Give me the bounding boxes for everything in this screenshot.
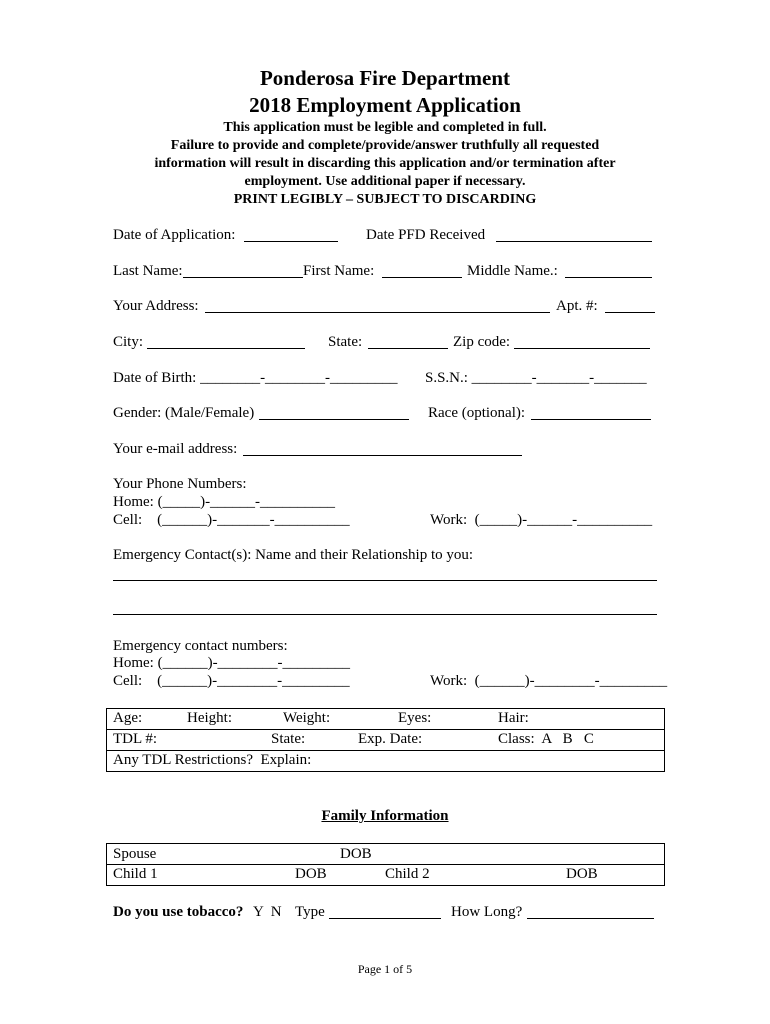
apt-field[interactable] xyxy=(605,312,655,313)
ssn-field[interactable]: S.S.N.: ________-_______-_______ xyxy=(425,370,647,386)
email-field[interactable] xyxy=(243,455,522,456)
gender-label: Gender: (Male/Female) xyxy=(113,405,255,421)
tdl-number-cell[interactable]: TDL #: xyxy=(113,731,158,747)
state-field[interactable] xyxy=(368,348,448,349)
gender-field[interactable] xyxy=(259,419,409,420)
form-subtitle: 2018 Employment Application xyxy=(249,93,521,117)
instruction-line: information will result in discarding this application and/or termination after xyxy=(154,156,616,171)
state-label: State: xyxy=(328,334,363,350)
race-label: Race (optional): xyxy=(428,405,526,421)
tdl-state-cell[interactable]: State: xyxy=(271,731,306,747)
table-row-divider xyxy=(106,729,665,730)
instruction-warning: PRINT LEGIBLY – SUBJECT TO DISCARDING xyxy=(233,192,537,207)
tdl-exp-date-cell[interactable]: Exp. Date: xyxy=(358,731,423,747)
instruction-line: Failure to provide and complete/provide/answer truthfully all requested xyxy=(170,138,600,153)
emergency-home-field[interactable]: Home: (______)-________-_________ xyxy=(113,655,351,671)
emergency-work-field[interactable]: Work: (______)-________-_________ xyxy=(430,673,668,689)
emergency-numbers-heading: Emergency contact numbers: xyxy=(113,638,288,654)
phone-heading: Your Phone Numbers: xyxy=(113,476,247,492)
height-cell[interactable]: Height: xyxy=(187,710,232,726)
middle-name-field[interactable] xyxy=(565,277,652,278)
tdl-class-cell[interactable]: Class: A B C xyxy=(498,731,594,747)
instruction-line: This application must be legible and completed in full. xyxy=(223,120,547,135)
tobacco-how-long-label: How Long? xyxy=(451,904,523,920)
date-of-application-label: Date of Application: xyxy=(113,227,236,243)
eyes-cell[interactable]: Eyes: xyxy=(398,710,432,726)
emergency-cell-field[interactable]: Cell: (______)-________-_________ xyxy=(113,673,350,689)
address-label: Your Address: xyxy=(113,298,199,314)
tobacco-type-label: Type xyxy=(295,904,325,920)
cell-phone-field[interactable]: Cell: (______)-_______-__________ xyxy=(113,512,350,528)
city-label: City: xyxy=(113,334,144,350)
spouse-cell[interactable]: Spouse xyxy=(113,846,157,862)
age-cell[interactable]: Age: xyxy=(113,710,143,726)
date-of-birth-field[interactable]: Date of Birth: ________-________-_________ xyxy=(113,370,398,386)
first-name-label: First Name: xyxy=(303,263,375,279)
home-phone-field[interactable]: Home: (_____)-______-__________ xyxy=(113,494,336,510)
date-pfd-received-field[interactable] xyxy=(496,241,652,242)
spouse-dob-cell[interactable]: DOB xyxy=(340,846,372,862)
date-pfd-received-label: Date PFD Received xyxy=(366,227,486,243)
table-row-divider xyxy=(106,750,665,751)
hair-cell[interactable]: Hair: xyxy=(498,710,529,726)
tobacco-how-long-field[interactable] xyxy=(527,918,654,919)
emergency-contact-line-1[interactable] xyxy=(113,580,657,581)
address-field[interactable] xyxy=(205,312,550,313)
table-row-divider xyxy=(106,864,665,865)
race-field[interactable] xyxy=(531,419,651,420)
tobacco-question: Do you use tobacco? xyxy=(113,904,244,920)
apt-label: Apt. #: xyxy=(556,298,598,314)
city-field[interactable] xyxy=(147,348,305,349)
emergency-contact-heading: Emergency Contact(s): Name and their Relationship to you: xyxy=(113,547,474,563)
emergency-contact-line-2[interactable] xyxy=(113,614,657,615)
middle-name-label: Middle Name.: xyxy=(467,263,558,279)
child1-cell[interactable]: Child 1 xyxy=(113,866,158,882)
child1-dob-cell[interactable]: DOB xyxy=(295,866,327,882)
last-name-field[interactable] xyxy=(183,277,303,278)
child2-cell[interactable]: Child 2 xyxy=(385,866,430,882)
last-name-label: Last Name: xyxy=(113,263,183,279)
date-of-application-field[interactable] xyxy=(244,241,338,242)
zip-field[interactable] xyxy=(514,348,650,349)
family-info-heading: Family Information xyxy=(321,808,449,824)
first-name-field[interactable] xyxy=(382,277,462,278)
tobacco-yes-no[interactable]: Y N xyxy=(253,904,282,920)
page-number: Page 1 of 5 xyxy=(357,962,413,976)
child2-dob-cell[interactable]: DOB xyxy=(566,866,598,882)
weight-cell[interactable]: Weight: xyxy=(283,710,331,726)
form-title: Ponderosa Fire Department xyxy=(259,66,510,90)
tdl-restrictions-cell[interactable]: Any TDL Restrictions? Explain: xyxy=(113,752,312,768)
instruction-line: employment. Use additional paper if necessary. xyxy=(244,174,526,189)
zip-label: Zip code: xyxy=(453,334,511,350)
email-label: Your e-mail address: xyxy=(113,441,238,457)
work-phone-field[interactable]: Work: (_____)-______-__________ xyxy=(430,512,653,528)
tobacco-type-field[interactable] xyxy=(329,918,441,919)
